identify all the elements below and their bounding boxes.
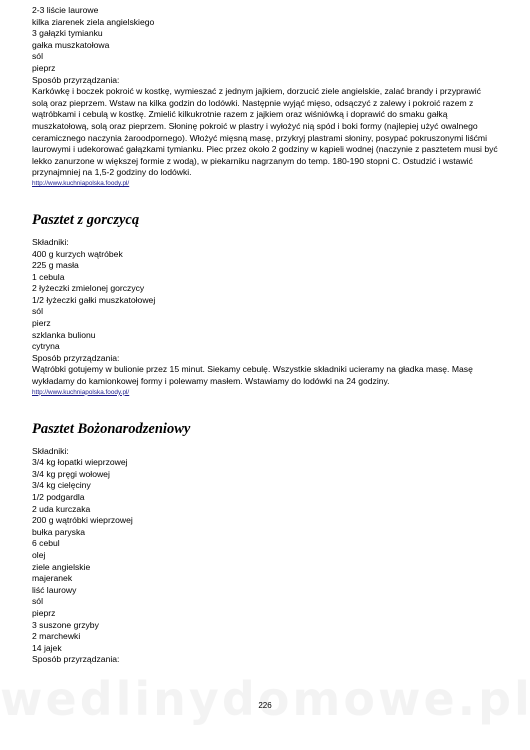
recipe-2 bbox=[32, 211, 498, 397]
ingredient-line: 14 jajek bbox=[32, 642, 62, 653]
ingredient-line: liść laurowy bbox=[32, 584, 77, 595]
source-link[interactable]: http://www.kuchniapolska.foody.pl/ bbox=[32, 179, 130, 187]
ingredient-line: kilka ziarenek ziela angielskiego bbox=[32, 16, 155, 27]
recipe-title: Pasztet Bożonarodzeniowy bbox=[32, 420, 191, 437]
page-content bbox=[32, 5, 498, 666]
ingredient-line: olej bbox=[32, 549, 46, 560]
ingredient-line: 3/4 kg cielęciny bbox=[32, 480, 91, 491]
ingredient-line: 225 g masła bbox=[32, 260, 79, 271]
ingredient-line: pieprz bbox=[32, 62, 56, 73]
ingredient-line: 1 cebula bbox=[32, 271, 65, 282]
ingredient-line: 2 uda kurczaka bbox=[32, 503, 91, 514]
ingredient-line: 400 g kurzych wątróbek bbox=[32, 248, 123, 259]
ingredient-line: sól bbox=[32, 596, 43, 607]
ingredient-line: 2 marchewki bbox=[32, 631, 81, 642]
ingredient-line: 3 suszone grzyby bbox=[32, 619, 99, 630]
method-text: Wątróbki gotujemy w bulionie przez 15 minut. Siekamy cebulę. Wszystkie składniki ucieramy na gładka masę. Masę wykładamy do kamionkowej formy i polewamy masłem. Wstawiamy do lodówki na 24 godziny. bbox=[32, 364, 473, 387]
ingredient-line: pieprz bbox=[32, 607, 56, 618]
ingredient-line: bułka paryska bbox=[32, 526, 86, 537]
recipe-1-continuation bbox=[32, 5, 498, 188]
ingredient-line: 3/4 kg łopatki wieprzowej bbox=[32, 457, 128, 468]
ingredient-line: 2 łyżeczki zmielonej gorczycy bbox=[32, 283, 145, 294]
ingredients-label: Składniki: bbox=[32, 236, 69, 247]
recipe-title: Pasztet z gorczycą bbox=[32, 211, 140, 228]
method-text: Karkówkę i boczek pokroić w kostkę, wymieszać z jednym jajkiem, dorzucić ziele angielskie, zalać brandy i przyprawić solą oraz pieprzem. Wstaw na kilka godzin do lodówki. Następnie wyjąć mięso, odsączyć z zalewy i pokroić razem z wątróbkami i cebulą w kostkę. Zmielić kilkukrotnie razem z jajkiem oraz wiśniówką i doprawić do smaku gałką muszkatołową, solą oraz pieprzem. Słoninę pokroić w plastry i wyłożyć nią spód i boki formy (najlepiej użyć owalnego ceramicznego naczynia żaroodpornego). Włożyć mięsną masę, przykryj plastrami słoniny, posypać pokruszonymi liśćmi laurowymi i udekorować gałązkami tymianku. Piec przez około 2 godziny w kąpieli wodnej (naczynie z pasztetem musi być lekko zanurzone w większej formie z wodą), w piekarniku nagrzanym do temp. 180-190 stopni C. Ostudzić i wstawić przynajmniej na 1,5-2 godziny do lodówki. bbox=[32, 86, 498, 178]
recipe-3 bbox=[32, 420, 498, 666]
method-label: Sposób przyrządzania: bbox=[32, 654, 120, 665]
ingredient-line: 1/2 łyżeczki gałki muszkatołowej bbox=[32, 294, 156, 305]
ingredients-label: Składniki: bbox=[32, 445, 69, 456]
page-number: 226 bbox=[258, 701, 272, 710]
ingredient-line: majeranek bbox=[32, 573, 73, 584]
ingredient-line: sól bbox=[32, 51, 43, 62]
ingredient-line: ziele angielskie bbox=[32, 561, 91, 572]
ingredient-line: 2-3 liście laurowe bbox=[32, 5, 99, 15]
ingredient-line: cytryna bbox=[32, 341, 60, 352]
ingredient-line: pierz bbox=[32, 318, 51, 329]
ingredient-line: 3/4 kg pręgi wołowej bbox=[32, 468, 110, 479]
ingredient-line: 3 gałązki tymianku bbox=[32, 28, 103, 39]
ingredient-line: szklanka bulionu bbox=[32, 329, 96, 340]
ingredient-line: 6 cebul bbox=[32, 538, 60, 549]
ingredient-line: 200 g wątróbki wieprzowej bbox=[32, 515, 133, 526]
watermark bbox=[0, 672, 530, 726]
method-label: Sposób przyrządzania: bbox=[32, 352, 120, 363]
method-label: Sposób przyrządzania: bbox=[32, 74, 120, 85]
ingredient-line: 1/2 podgardla bbox=[32, 492, 85, 502]
ingredient-line: gałka muszkatołowa bbox=[32, 39, 110, 50]
ingredient-line: sól bbox=[32, 306, 43, 317]
source-link[interactable]: http://www.kuchniapolska.foody.pl/ bbox=[32, 388, 130, 396]
